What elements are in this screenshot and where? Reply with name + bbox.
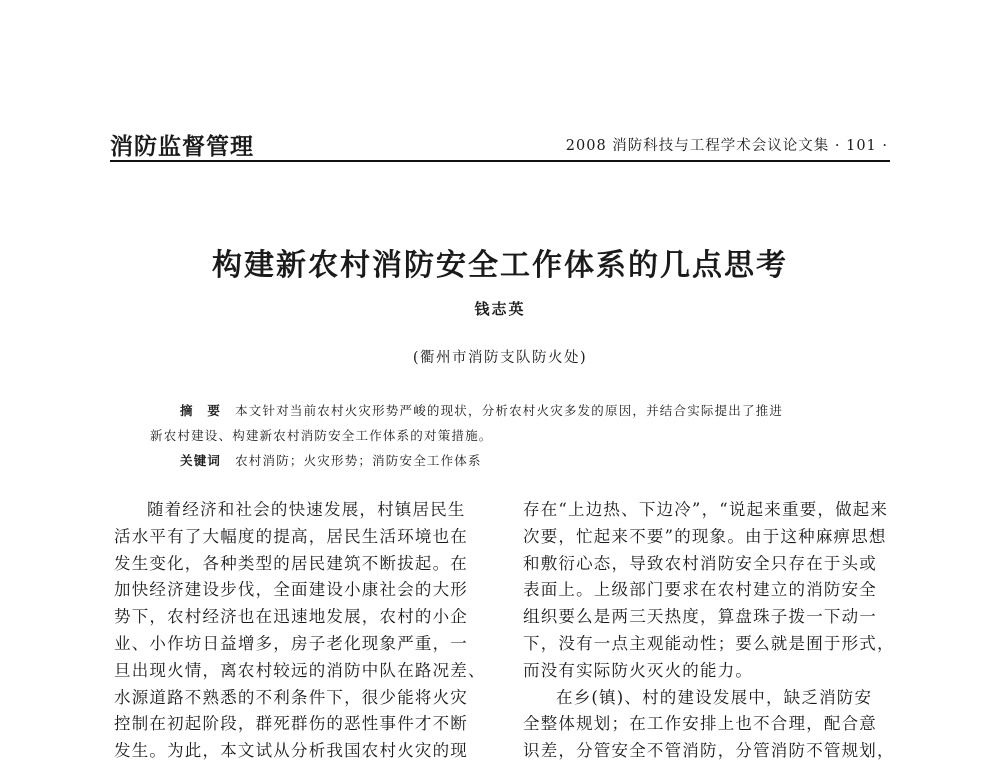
keywords-label: 关键词 — [180, 453, 222, 468]
body-line: 业、小作坊日益增多，房子老化现象严重，一 — [114, 633, 468, 653]
abstract-line: 新农村建设、构建新农村消防安全工作体系的对策措施。 — [150, 428, 493, 443]
header-rule — [110, 160, 890, 162]
body-line: 下，没有一点主观能动性；要么就是囿于形式， — [523, 633, 895, 653]
section-label: 消防监督管理 — [110, 134, 254, 160]
body-right-column — [523, 497, 895, 765]
body-line: 识差，分管安全不管消防，分管消防不管规划， — [523, 741, 895, 761]
body-line: 活水平有了大幅度的提高，居民生活环境也在 — [114, 526, 468, 546]
keywords-line — [150, 448, 885, 473]
running-header: 2008 消防科技与工程学术会议论文集 · 101 · — [565, 138, 888, 154]
body-line: 次要，忙起来不要”的现象。由于这种麻痹思想 — [523, 526, 887, 546]
body-line: 加快经济建设步伐，全面建设小康社会的大形 — [114, 580, 468, 600]
author-name: 钱志英 — [474, 300, 526, 318]
abstract-block — [150, 398, 885, 473]
abstract-line — [150, 398, 885, 423]
abstract-text: 本文针对当前农村火灾形势严峻的现状，分析农村火灾多发的原因，并结合实际提出了推进 — [235, 403, 784, 418]
paper-title: 构建新农村消防安全工作体系的几点思考 — [212, 248, 788, 283]
body-line: 随着经济和社会的快速发展，村镇居民生 — [147, 500, 466, 519]
author-affiliation: (衢州市消防支队防火处) — [412, 350, 588, 366]
body-line: 水源道路不熟悉的不利条件下，很少能将火灾 — [114, 687, 468, 707]
body-line: 发生变化，各种类型的居民建筑不断拔起。在 — [114, 553, 468, 573]
keywords-text: 农村消防；火灾形势；消防安全工作体系 — [235, 453, 482, 468]
body-line: 组织要么是两三天热度，算盘珠子拨一下动一 — [523, 607, 877, 627]
body-line: 存在“上边热、下边冷”，“说起来重要，做起来 — [523, 500, 889, 519]
body-line: 控制在初起阶段，群死群伤的恶性事件才不断 — [114, 714, 468, 734]
body-line: 在乡(镇)、村的建设发展中，缺乏消防安 — [556, 687, 873, 707]
body-line: 和敷衍心态，导致农村消防安全只存在于头或 — [523, 553, 877, 573]
body-line: 旦出现火情，离农村较远的消防中队在路况差、 — [114, 660, 486, 680]
body-line: 全整体规划；在工作安排上也不合理，配合意 — [523, 714, 877, 734]
body-line: 表面上。上级部门要求在农村建立的消防安全 — [523, 580, 877, 600]
body-line: 发生。为此，本文试从分析我国农村火灾的现 — [114, 741, 468, 761]
abstract-label: 摘 要 — [180, 403, 222, 418]
body-line: 势下，农村经济也在迅速地发展，农村的小企 — [114, 607, 468, 627]
body-line: 而没有实际防火灭火的能力。 — [523, 660, 754, 680]
body-left-column — [114, 497, 492, 765]
